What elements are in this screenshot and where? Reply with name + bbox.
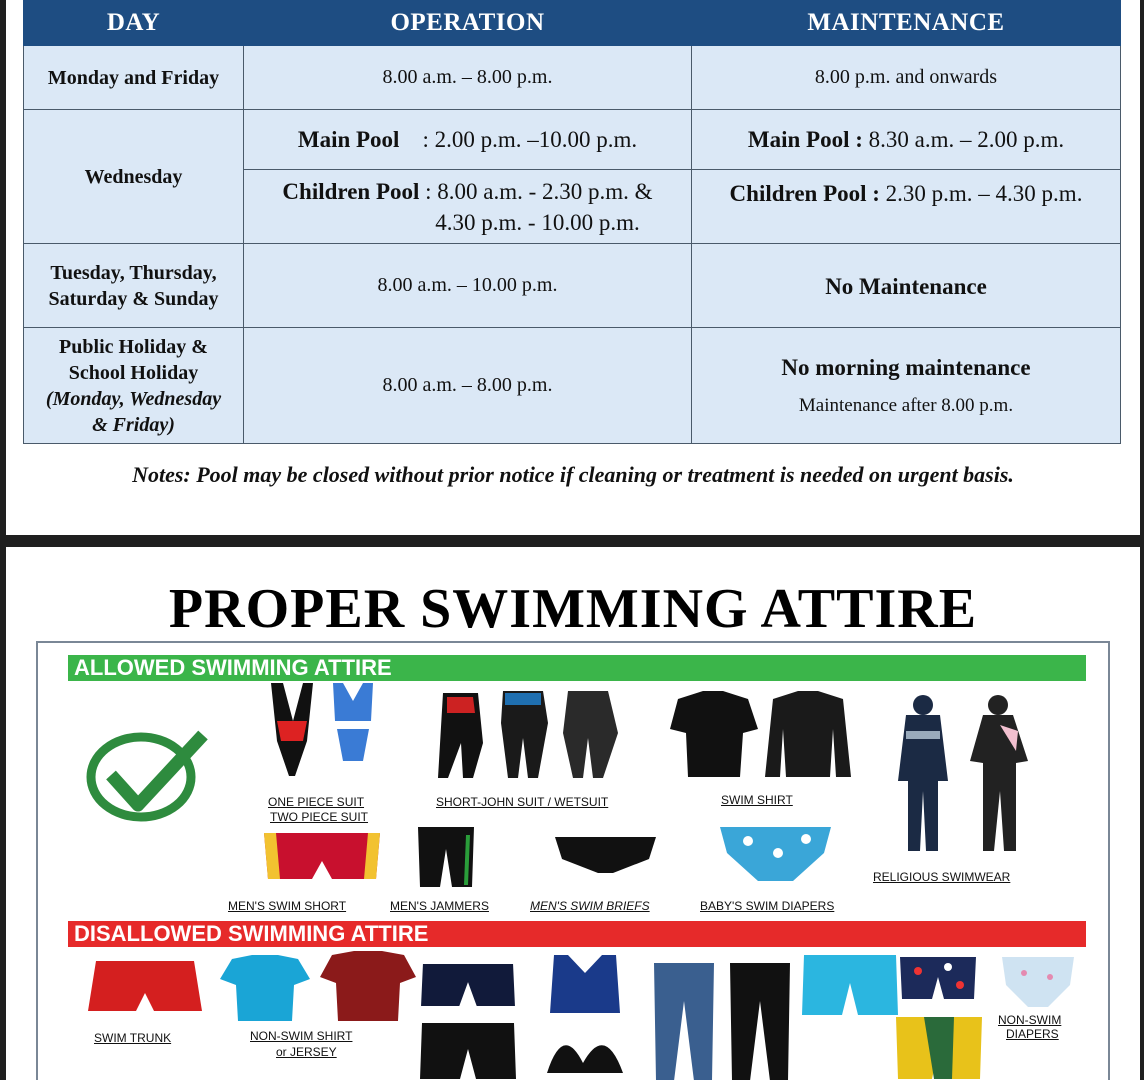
children-pool-maintenance: 2.30 p.m. – 4.30 p.m. [885,181,1083,206]
main-pool-maintenance: 8.30 a.m. – 2.00 p.m. [868,127,1065,152]
caption-non-swim-diapers-1: NON-SWIM [998,1013,1062,1027]
main-pool-label: Main Pool [297,127,400,152]
operation-cell: 8.00 a.m. – 8.00 p.m. [244,46,692,110]
children-pool-operation-cell [244,170,692,244]
patterned-shorts-icon [898,955,978,1001]
wetsuit-icon [433,683,633,783]
children-pool-maintenance-cell [692,170,1121,244]
day-cell [24,328,244,444]
operation-cell: 8.00 a.m. – 10.00 p.m. [244,244,692,328]
main-pool-operation: : 2.00 p.m. –10.00 p.m. [422,127,638,152]
table-row [24,244,1121,328]
caption-mens-briefs [530,899,650,914]
bra-icon [543,1023,628,1080]
caption-non-swim-shirt-1: NON-SWIM SHIRT [250,1029,353,1043]
header-operation: OPERATION [244,1,692,46]
table-row [24,110,1121,170]
attire-title: PROPER SWIMMING ATTIRE [168,578,978,640]
table-row [24,46,1121,110]
caption-non-swim-shirt-2: or JERSEY [276,1045,337,1059]
maintenance-sub: Maintenance after 8.00 p.m. [798,394,1014,416]
maintenance-cell: 8.00 p.m. and onwards [692,46,1121,110]
mens-jammers-icon [416,825,476,889]
main-pool-maintenance-cell [692,110,1121,170]
non-swim-shorts-icon [418,961,518,1011]
board-shorts-icon [800,953,900,1017]
day-cell: Wednesday [24,110,244,244]
maintenance-cell [692,328,1121,444]
mens-swim-short-icon [262,831,382,881]
main-pool-maint-label: Main Pool : [747,127,863,152]
religious-swimwear-icon [888,691,1038,861]
sports-bra-icon [548,953,623,1015]
attire-chart [36,641,1110,1080]
day-cell: Monday and Friday [24,46,244,110]
swim-trunk-icon [86,959,204,1015]
caption-baby-diapers: BABY'S SWIM DIAPERS [700,899,835,913]
day-line: (Monday, Wednesday [45,387,222,410]
caption-mens-jammers: MEN'S JAMMERS [390,899,489,913]
non-swim-shirt-icon [220,955,310,1021]
maintenance-main: No morning maintenance [781,354,1031,380]
mens-swim-briefs-icon [553,835,658,875]
schedule-panel [6,0,1140,535]
caption-swim-shirt: SWIM SHIRT [721,793,793,807]
disallowed-heading: DISALLOWED SWIMMING ATTIRE [68,921,1086,947]
children-pool-operation-2: 4.30 p.m. - 10.00 p.m. [435,209,640,235]
header-maintenance: MAINTENANCE [692,1,1121,46]
caption-non-swim-diapers-2: DIAPERS [1006,1027,1059,1041]
attire-panel [6,547,1140,1080]
jeans-icon [652,961,792,1080]
pool-schedule-table [23,0,1121,444]
day-line: Public Holiday & [59,335,208,358]
maintenance-cell: No Maintenance [692,244,1121,328]
caption-swim-trunk: SWIM TRUNK [94,1031,172,1045]
operation-cell: 8.00 a.m. – 8.00 p.m. [244,328,692,444]
caption-short-john: SHORT-JOHN SUIT / WETSUIT [436,795,609,809]
baby-swim-diaper-icon [718,823,833,883]
header-day: DAY [24,1,244,46]
jersey-icon [320,951,416,1021]
children-pool-label: Children Pool [282,178,420,204]
allowed-heading: ALLOWED SWIMMING ATTIRE [68,655,1086,681]
day-line: Tuesday, Thursday, [50,261,217,284]
caption-religious: RELIGIOUS SWIMWEAR [873,870,1011,884]
caption-one-piece: ONE PIECE SUIT [268,795,365,809]
check-icon [83,725,213,825]
boxer-shorts-icon [418,1021,518,1080]
one-piece-suit-icon [263,681,403,781]
table-header-row [24,1,1121,46]
table-row [24,328,1121,444]
day-line: Saturday & Sunday [48,287,219,310]
main-pool-operation-cell [244,110,692,170]
day-cell [24,244,244,328]
printed-shorts-icon [894,1015,984,1080]
non-swim-diaper-icon [1000,955,1076,1009]
schedule-notes: Notes: Pool may be closed without prior notice if cleaning or treatment is needed on urgent basis. [132,462,1014,487]
swim-shirt-icon [668,689,853,779]
day-line: & Friday) [92,413,175,436]
caption-mens-briefs-text: MEN'S SWIM BRIEFS [530,899,650,913]
children-pool-maint-label: Children Pool : [729,181,880,206]
caption-two-piece: TWO PIECE SUIT [270,810,369,824]
children-pool-operation-1: : 8.00 a.m. - 2.30 p.m. & [425,178,653,204]
day-line: School Holiday [68,361,199,384]
caption-mens-short: MEN'S SWIM SHORT [228,899,347,913]
